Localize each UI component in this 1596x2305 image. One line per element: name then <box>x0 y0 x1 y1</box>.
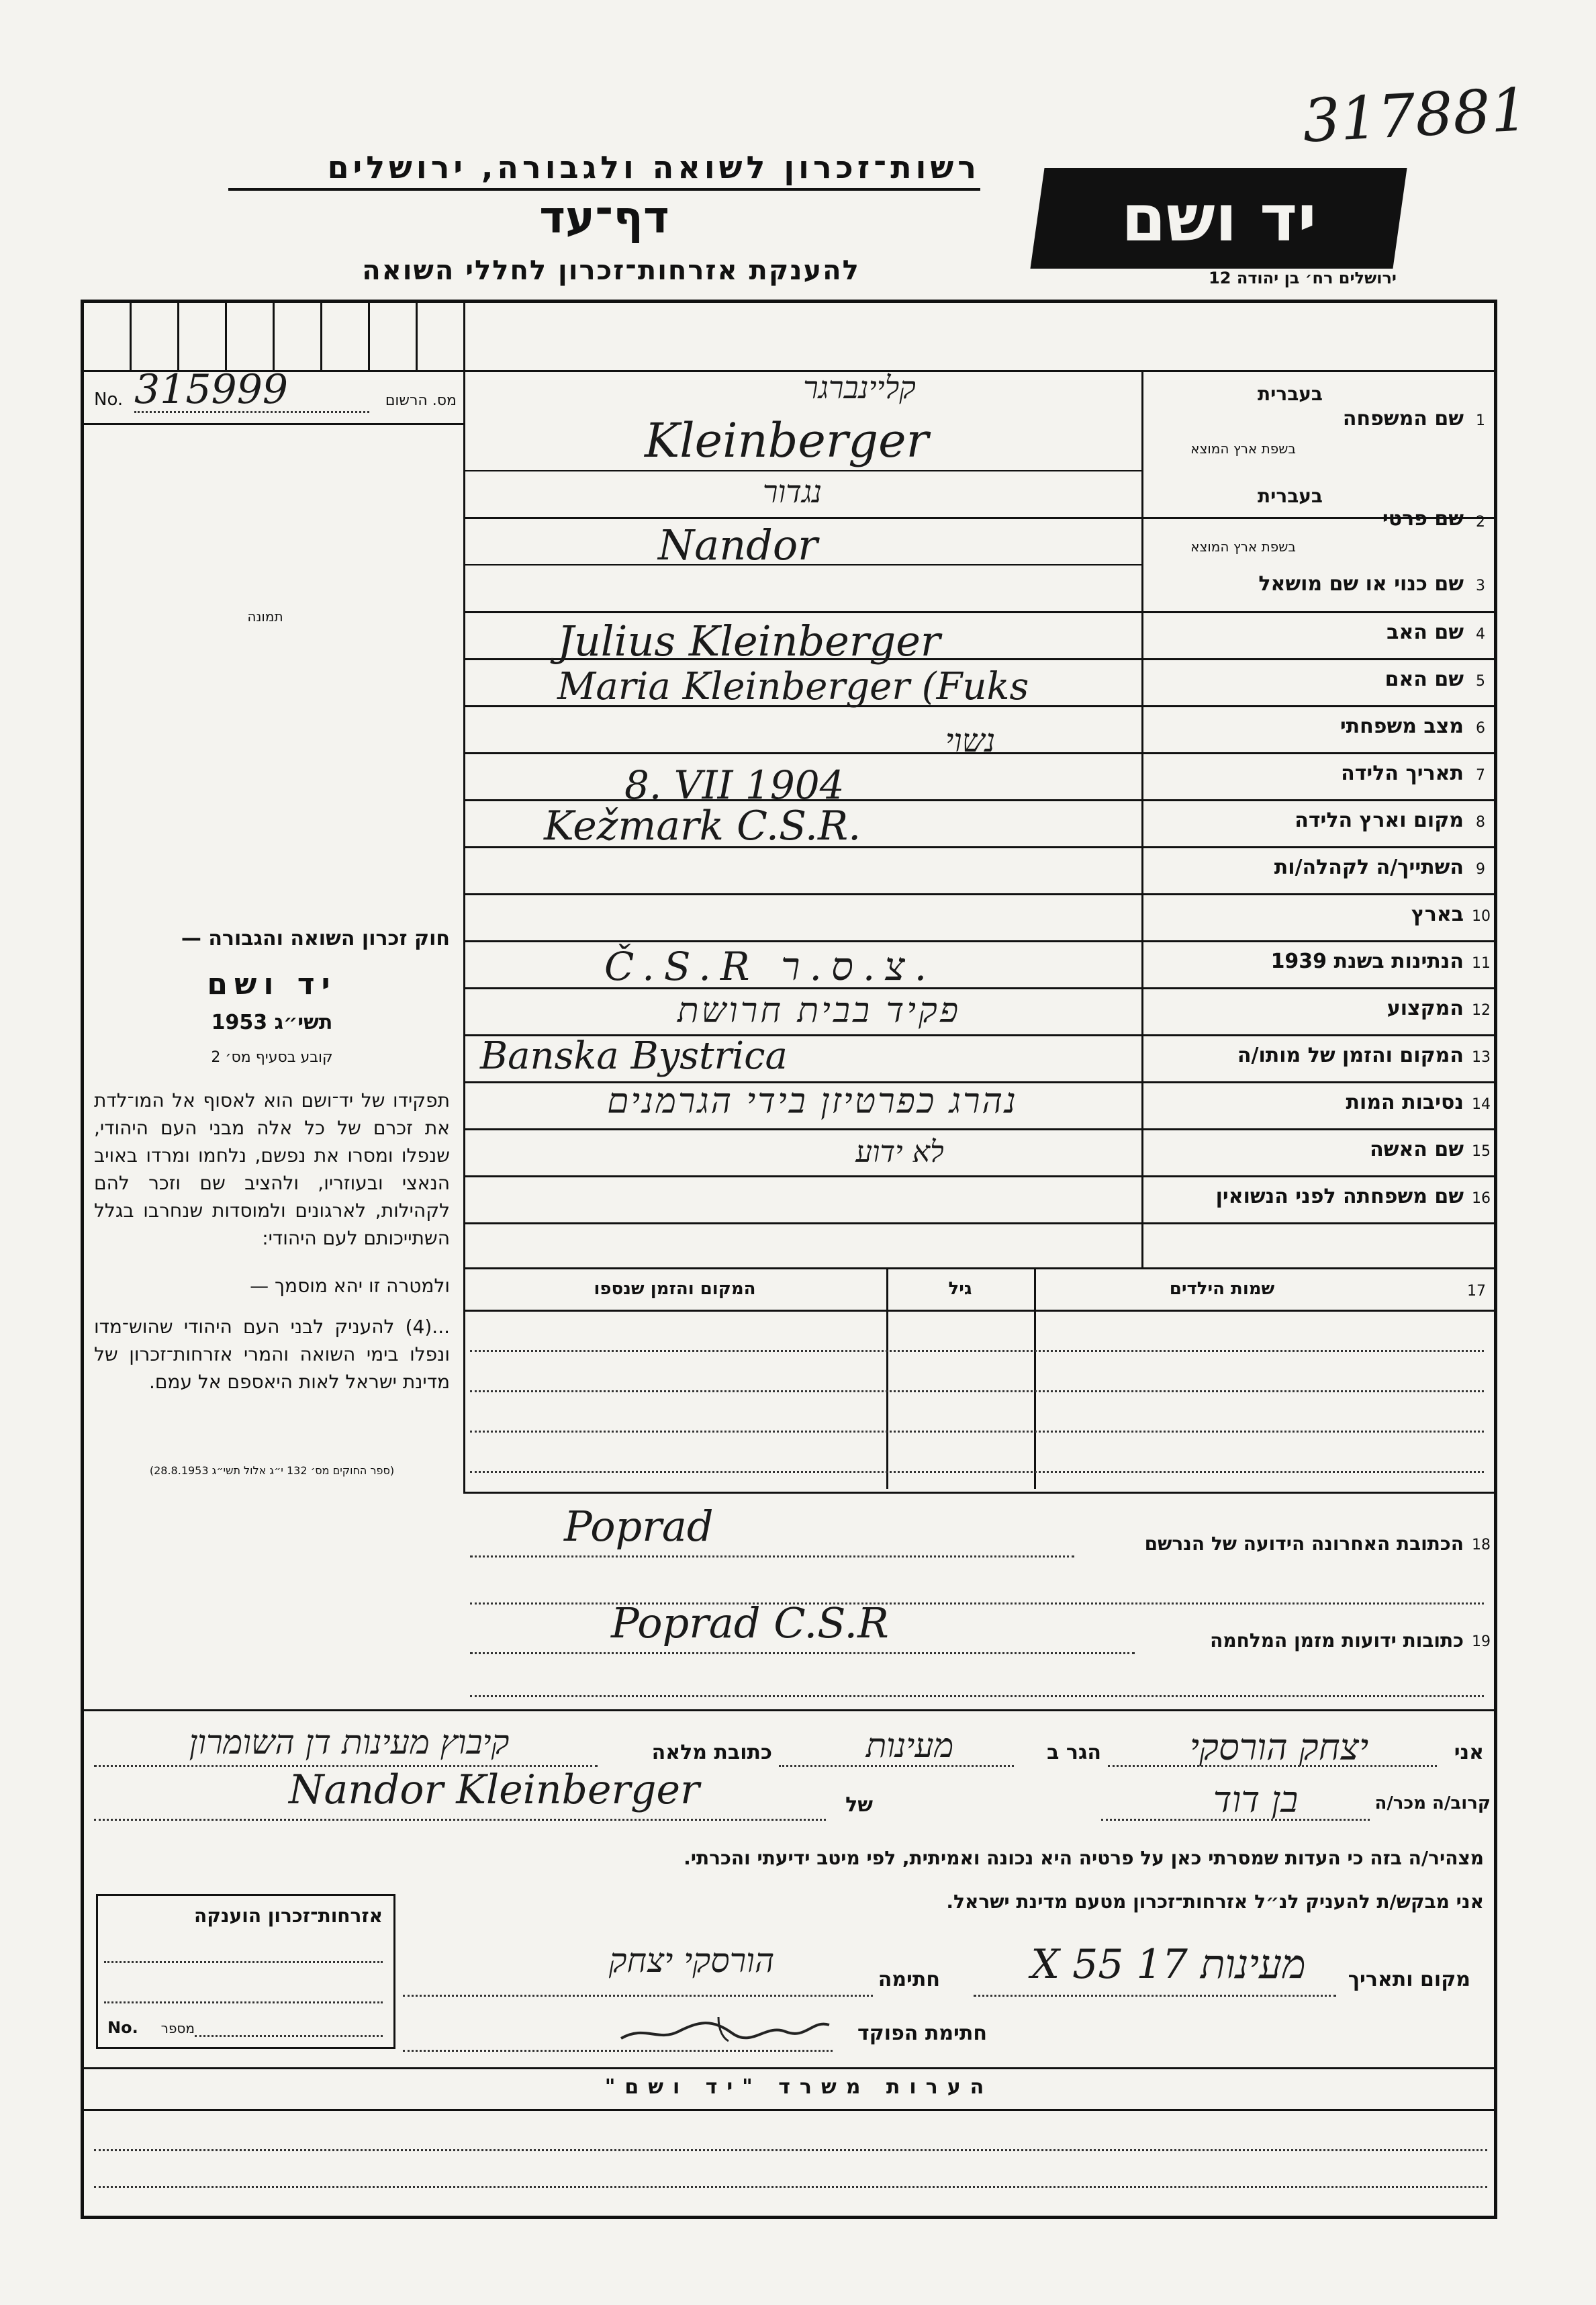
logo-text: יד ושם <box>1121 181 1317 256</box>
authority-line: רשות־זכרון לשואה ולגבורה, ירושלים <box>228 149 980 191</box>
declarant-relation-label: קרוב/ה מכר/ה <box>1374 1793 1491 1813</box>
field-5-label: שם האם <box>1384 668 1464 691</box>
law-year: תשי״ג 1953 <box>211 1011 333 1034</box>
field-1-value-hebrew: קליינברגר <box>803 369 916 406</box>
declarant-ani: אני <box>1454 1741 1484 1764</box>
field-7-number: 7 <box>1476 767 1485 784</box>
declarant-of-value: Nandor Kleinberger <box>289 1766 700 1813</box>
field-18-value: Poprad <box>564 1502 714 1551</box>
field-1-sub-local: בשפת ארץ המוצא <box>1190 441 1296 457</box>
field-16-label: שם משפחתה לפני הנשואין <box>1215 1185 1464 1208</box>
signature-value: הורסקי יצחק <box>608 1941 775 1980</box>
officer-signature-label: חתימת הפוקד <box>857 2022 987 2045</box>
field-5-value: Maria Kleinberger (Fuks <box>557 665 1029 709</box>
declarant-name: יצחק הורסקי <box>1189 1726 1369 1768</box>
field-5-number: 5 <box>1476 673 1485 690</box>
field-12-label: המקצוע <box>1387 997 1464 1020</box>
field-3-label: שם כנוי או שם מושאל <box>1258 572 1464 596</box>
field-8-label: מקום וארץ הלידה <box>1295 809 1464 832</box>
field-13-label: המקום והזמן של מותו/ה <box>1237 1044 1464 1067</box>
place-date-label: מקום ותאריך <box>1348 1968 1470 1991</box>
declarant-lives-in: מעינות <box>865 1726 954 1765</box>
field-12-number: 12 <box>1472 1002 1491 1019</box>
field-4-value: Julius Kleinberger <box>557 617 941 666</box>
field-2-sub-hebrew: בעברית <box>1257 485 1323 507</box>
grant-box-title: אזרחות־זכרון הוענקה <box>194 1905 383 1927</box>
declaration-line-1: מצהיר/ה בזה כי העדות שמסרתי כאן על פרטיה היא נכונה ואמיתית, לפי מיטב ידיעתי והכרתי. <box>684 1847 1484 1869</box>
field-7-label: תאריך הלידה <box>1341 762 1464 785</box>
field-11-number: 11 <box>1472 955 1491 972</box>
field-1-value-local: Kleinberger <box>645 413 929 468</box>
declarant-lives-in-label: הגר ב <box>1047 1741 1101 1764</box>
grant-box-number-label: מספר <box>160 2020 195 2036</box>
field-2-label: שם פרטי <box>1382 507 1464 531</box>
field-10-number: 10 <box>1472 908 1491 925</box>
field-14-number: 14 <box>1472 1096 1491 1113</box>
field-2-sub-local: בשפת ארץ המוצא <box>1190 539 1296 555</box>
field-16-number: 16 <box>1472 1190 1491 1207</box>
declarant-of-label: של <box>845 1793 873 1817</box>
field-10-label: בארץ <box>1411 903 1464 926</box>
field-13-number: 13 <box>1472 1049 1491 1066</box>
field-1-sub-hebrew: בעברית <box>1257 383 1323 405</box>
field-12-value: פקיד בבית חרושת <box>677 991 961 1031</box>
children-place-time-header: המקום והזמן שנספו <box>594 1279 756 1299</box>
field-2-value-local: Nandor <box>658 521 818 570</box>
field-7-value: 8. VII 1904 <box>624 762 845 808</box>
field-4-label: שם האב <box>1387 621 1464 644</box>
photo-label: תמונה <box>247 608 283 625</box>
field-6-number: 6 <box>1476 720 1485 737</box>
grant-box-no-label: No. <box>107 2018 138 2037</box>
signature-label: חתימה <box>878 1968 940 1991</box>
law-title: חוק זכרון השואה והגבורה — <box>181 927 450 950</box>
field-18-number: 18 <box>1472 1537 1491 1553</box>
law-name: יד ושם <box>207 967 337 1001</box>
archive-number: 317881 <box>1301 75 1530 156</box>
law-para-1-end: ולמטרה זו יהא מוסמך — <box>250 1275 450 1297</box>
field-11-value: Č.S.R צ.ס.ר. <box>604 944 937 989</box>
officer-signature-scribble <box>618 2012 833 2045</box>
place-date-value: מעינות 17 X 55 <box>1031 1941 1306 1988</box>
field-15-value: לא ידוע <box>855 1135 944 1169</box>
declaration-line-2: אני מבקש/ת להעניק לנ״ל אזרחות־זכרון מטעם מדינת ישראל. <box>946 1891 1484 1913</box>
law-citation: (ספר החוקים מס׳ 132 י״ג אלול תשי״ג 28.8.1953) <box>149 1464 395 1477</box>
registration-label: מס. הרשום <box>385 392 457 409</box>
field-14-value: נהרג כפרטיזן בידי הגרמנים <box>607 1081 1018 1122</box>
notes-title: הערות משרד "יד ושם" <box>604 2075 994 2099</box>
declarant-full-address-label: כתובת מלאה <box>651 1741 772 1764</box>
field-2-number: 2 <box>1476 514 1485 531</box>
field-14-label: נסיבות המות <box>1346 1091 1464 1114</box>
declarant-relation: בן דוד <box>1213 1778 1299 1821</box>
form-title: דף־עד <box>539 191 669 243</box>
children-age-header: גיל <box>948 1279 972 1299</box>
yad-vashem-logo <box>1030 168 1407 269</box>
field-18-label: הכתובת האחרונה הידועה של הנרשם <box>1144 1533 1464 1555</box>
field-17-number: 17 <box>1467 1283 1486 1300</box>
field-19-label: כתובות ידועות מזמן המלחמה <box>1210 1629 1464 1652</box>
law-clause: קובע בסעיף מס׳ 2 <box>211 1049 333 1066</box>
field-2-value-hebrew: נגדור <box>762 473 823 510</box>
registration-no-label: No. <box>94 390 124 410</box>
form-subtitle: להענקת אזרחות־זכרון לחללי השואה <box>362 255 860 286</box>
field-15-label: שם האשה <box>1370 1138 1464 1161</box>
declarant-full-address: קיבוץ מעינות דן השומרון <box>189 1723 510 1762</box>
logo-address: ירושלים רח׳ בן יהודה 12 <box>1209 269 1397 287</box>
field-19-number: 19 <box>1472 1633 1491 1650</box>
field-1-label: שם המשפחה <box>1342 407 1464 431</box>
field-6-label: מצב משפחתי <box>1340 715 1464 738</box>
law-para-1: תפקידו של יד־ושם הוא לאסוף אל המו־לדת את זכרם של כל אלה מבני העם היהודי, שנפלו ומסרו את נפשם, נלחמו ומרדו באויב הנאצי ובעוזריו, ולהציב שם וזכר להם לקהילות, לארגונים ולמוסדות שנחרבו בגלל השתייכותם לעם היהודי: <box>94 1089 450 1249</box>
field-9-label: השתייך/ה לקהלה/ות <box>1274 856 1464 879</box>
field-8-value: Kežmark C.S.R. <box>544 803 861 850</box>
field-19-value: Poprad C.S.R <box>611 1598 889 1647</box>
field-1-number: 1 <box>1476 412 1485 429</box>
field-9-number: 9 <box>1476 861 1485 878</box>
field-6-value: נשוי <box>945 722 996 760</box>
field-15-number: 15 <box>1472 1143 1491 1160</box>
registration-number: 315999 <box>134 366 289 413</box>
law-para-2: ...(4) להעניק לבני העם היהודי שהוש־מדו ונפלו בימי השואה והמרי אזרחות־זכרון של מדינת ישראל לאות היאספם אל עמם. <box>94 1316 450 1393</box>
field-11-label: הנתינות בשנת 1939 <box>1270 950 1464 973</box>
field-3-number: 3 <box>1476 578 1485 594</box>
field-4-number: 4 <box>1476 626 1485 643</box>
children-names-header: שמות הילדים <box>1169 1279 1275 1299</box>
field-13-value: Banska Bystrica <box>480 1034 788 1078</box>
id-boxes <box>84 303 463 370</box>
field-8-number: 8 <box>1476 814 1485 831</box>
